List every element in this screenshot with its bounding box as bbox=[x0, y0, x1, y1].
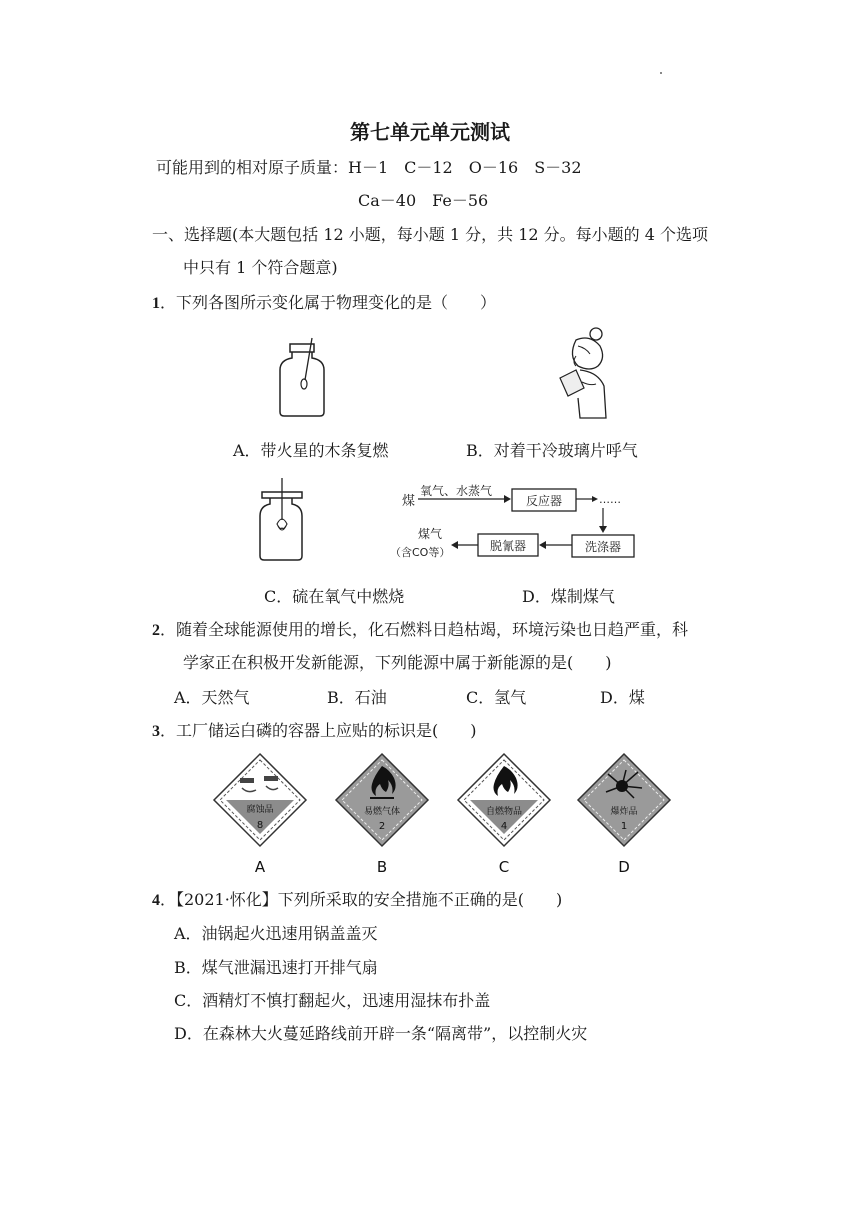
sign-c-number: 4 bbox=[500, 821, 508, 832]
q4-option-c: C．酒精灯不慎打翻起火，迅速用湿抹布扑盖 bbox=[174, 991, 491, 1010]
section-1-heading: 一、选择题(本大题包括 12 小题，每小题 1 分，共 12 分。每小题的 4 个选项 bbox=[152, 225, 709, 244]
sign-c-text: 自燃物品 bbox=[485, 807, 523, 817]
diagram-dots: …… bbox=[599, 493, 621, 506]
sign-d-letter: D bbox=[618, 858, 630, 876]
sign-b-text: 易燃气体 bbox=[363, 807, 401, 817]
diagram-gas-note: （含CO等） bbox=[390, 546, 451, 559]
question-stem: ．工厂储运白磷的容器上应贴的标识是( ) bbox=[160, 721, 477, 740]
page-title: 第七单元单元测试 bbox=[350, 120, 510, 144]
q1-option-c: C．硫在氧气中燃烧 bbox=[264, 587, 405, 606]
question-number: 1 bbox=[152, 295, 160, 312]
question-4 bbox=[152, 890, 562, 911]
q1-option-a: A．带火星的木条复燃 bbox=[233, 441, 389, 460]
question-stem: ．下列各图所示变化属于物理变化的是（ ） bbox=[160, 293, 497, 312]
scan-dot bbox=[660, 72, 662, 74]
question-stem: ．【2021·怀化】下列所采取的安全措施不正确的是( ) bbox=[160, 890, 563, 909]
sign-a-number: 8 bbox=[256, 820, 264, 831]
sign-a-text: 腐蚀品 bbox=[246, 805, 274, 815]
diagram-reactor-box: 反应器 bbox=[525, 494, 563, 508]
question-2 bbox=[152, 620, 688, 641]
atomic-mass-line-2: Ca－40 Fe－56 bbox=[358, 191, 489, 210]
sign-c-letter: C bbox=[498, 858, 510, 876]
q2-option-a: A．天然气 bbox=[174, 688, 250, 707]
question-number: 2 bbox=[152, 622, 160, 639]
diagram-washer-box: 洗涤器 bbox=[584, 540, 622, 554]
q1-option-d: D．煤制煤气 bbox=[522, 587, 615, 606]
sign-a-letter: A bbox=[254, 858, 266, 876]
question-number: 4 bbox=[152, 892, 160, 909]
section-1-heading-cont: 中只有 1 个符合题意) bbox=[183, 258, 338, 277]
hazard-sign-spontaneous-combustion bbox=[456, 752, 552, 878]
sign-d-text: 爆炸品 bbox=[610, 807, 638, 817]
q4-option-a: A．油锅起火迅速用锅盖盖灭 bbox=[174, 924, 378, 943]
hazard-sign-explosive bbox=[576, 752, 672, 878]
q4-option-b: B．煤气泄漏迅速打开排气扇 bbox=[174, 958, 378, 977]
hazard-sign-corrosive bbox=[212, 752, 308, 878]
question-stem: ．随着全球能源使用的增长，化石燃料日趋枯竭，环境污染也日趋严重，科 bbox=[160, 620, 689, 639]
q2-option-d: D．煤 bbox=[600, 688, 645, 707]
diagram-gas-label: 煤气 bbox=[418, 527, 443, 541]
coal-gasification-flow-diagram bbox=[390, 478, 658, 564]
q2-option-b: B．石油 bbox=[327, 688, 387, 707]
q2-option-c: C．氢气 bbox=[466, 688, 527, 707]
sign-b-number: 2 bbox=[378, 821, 386, 832]
jar-burning-sulfur-illustration bbox=[254, 478, 308, 564]
diagram-input-label: 氧气、水蒸气 bbox=[420, 484, 493, 498]
jar-glowing-splint-illustration bbox=[272, 336, 332, 420]
girl-breathing-on-glass-illustration bbox=[546, 326, 612, 422]
sign-d-number: 1 bbox=[620, 821, 628, 832]
q4-option-d: D．在森林大火蔓延路线前开辟一条“隔离带”，以控制火灾 bbox=[174, 1024, 588, 1043]
question-2-stem-cont: 学家正在积极开发新能源，下列能源中属于新能源的是( ) bbox=[183, 653, 612, 672]
sign-b-letter: B bbox=[376, 858, 388, 876]
atomic-mass-line-1: 可能用到的相对原子质量：H－1 C－12 O－16 S－32 bbox=[156, 158, 582, 177]
question-1 bbox=[152, 293, 496, 314]
q1-option-b: B．对着干冷玻璃片呼气 bbox=[466, 441, 638, 460]
hazard-sign-flammable-gas bbox=[334, 752, 430, 878]
diagram-coal-label: 煤 bbox=[402, 494, 416, 509]
question-3 bbox=[152, 721, 477, 742]
diagram-desulfurizer-box: 脱氰器 bbox=[489, 539, 527, 553]
question-number: 3 bbox=[152, 723, 160, 740]
